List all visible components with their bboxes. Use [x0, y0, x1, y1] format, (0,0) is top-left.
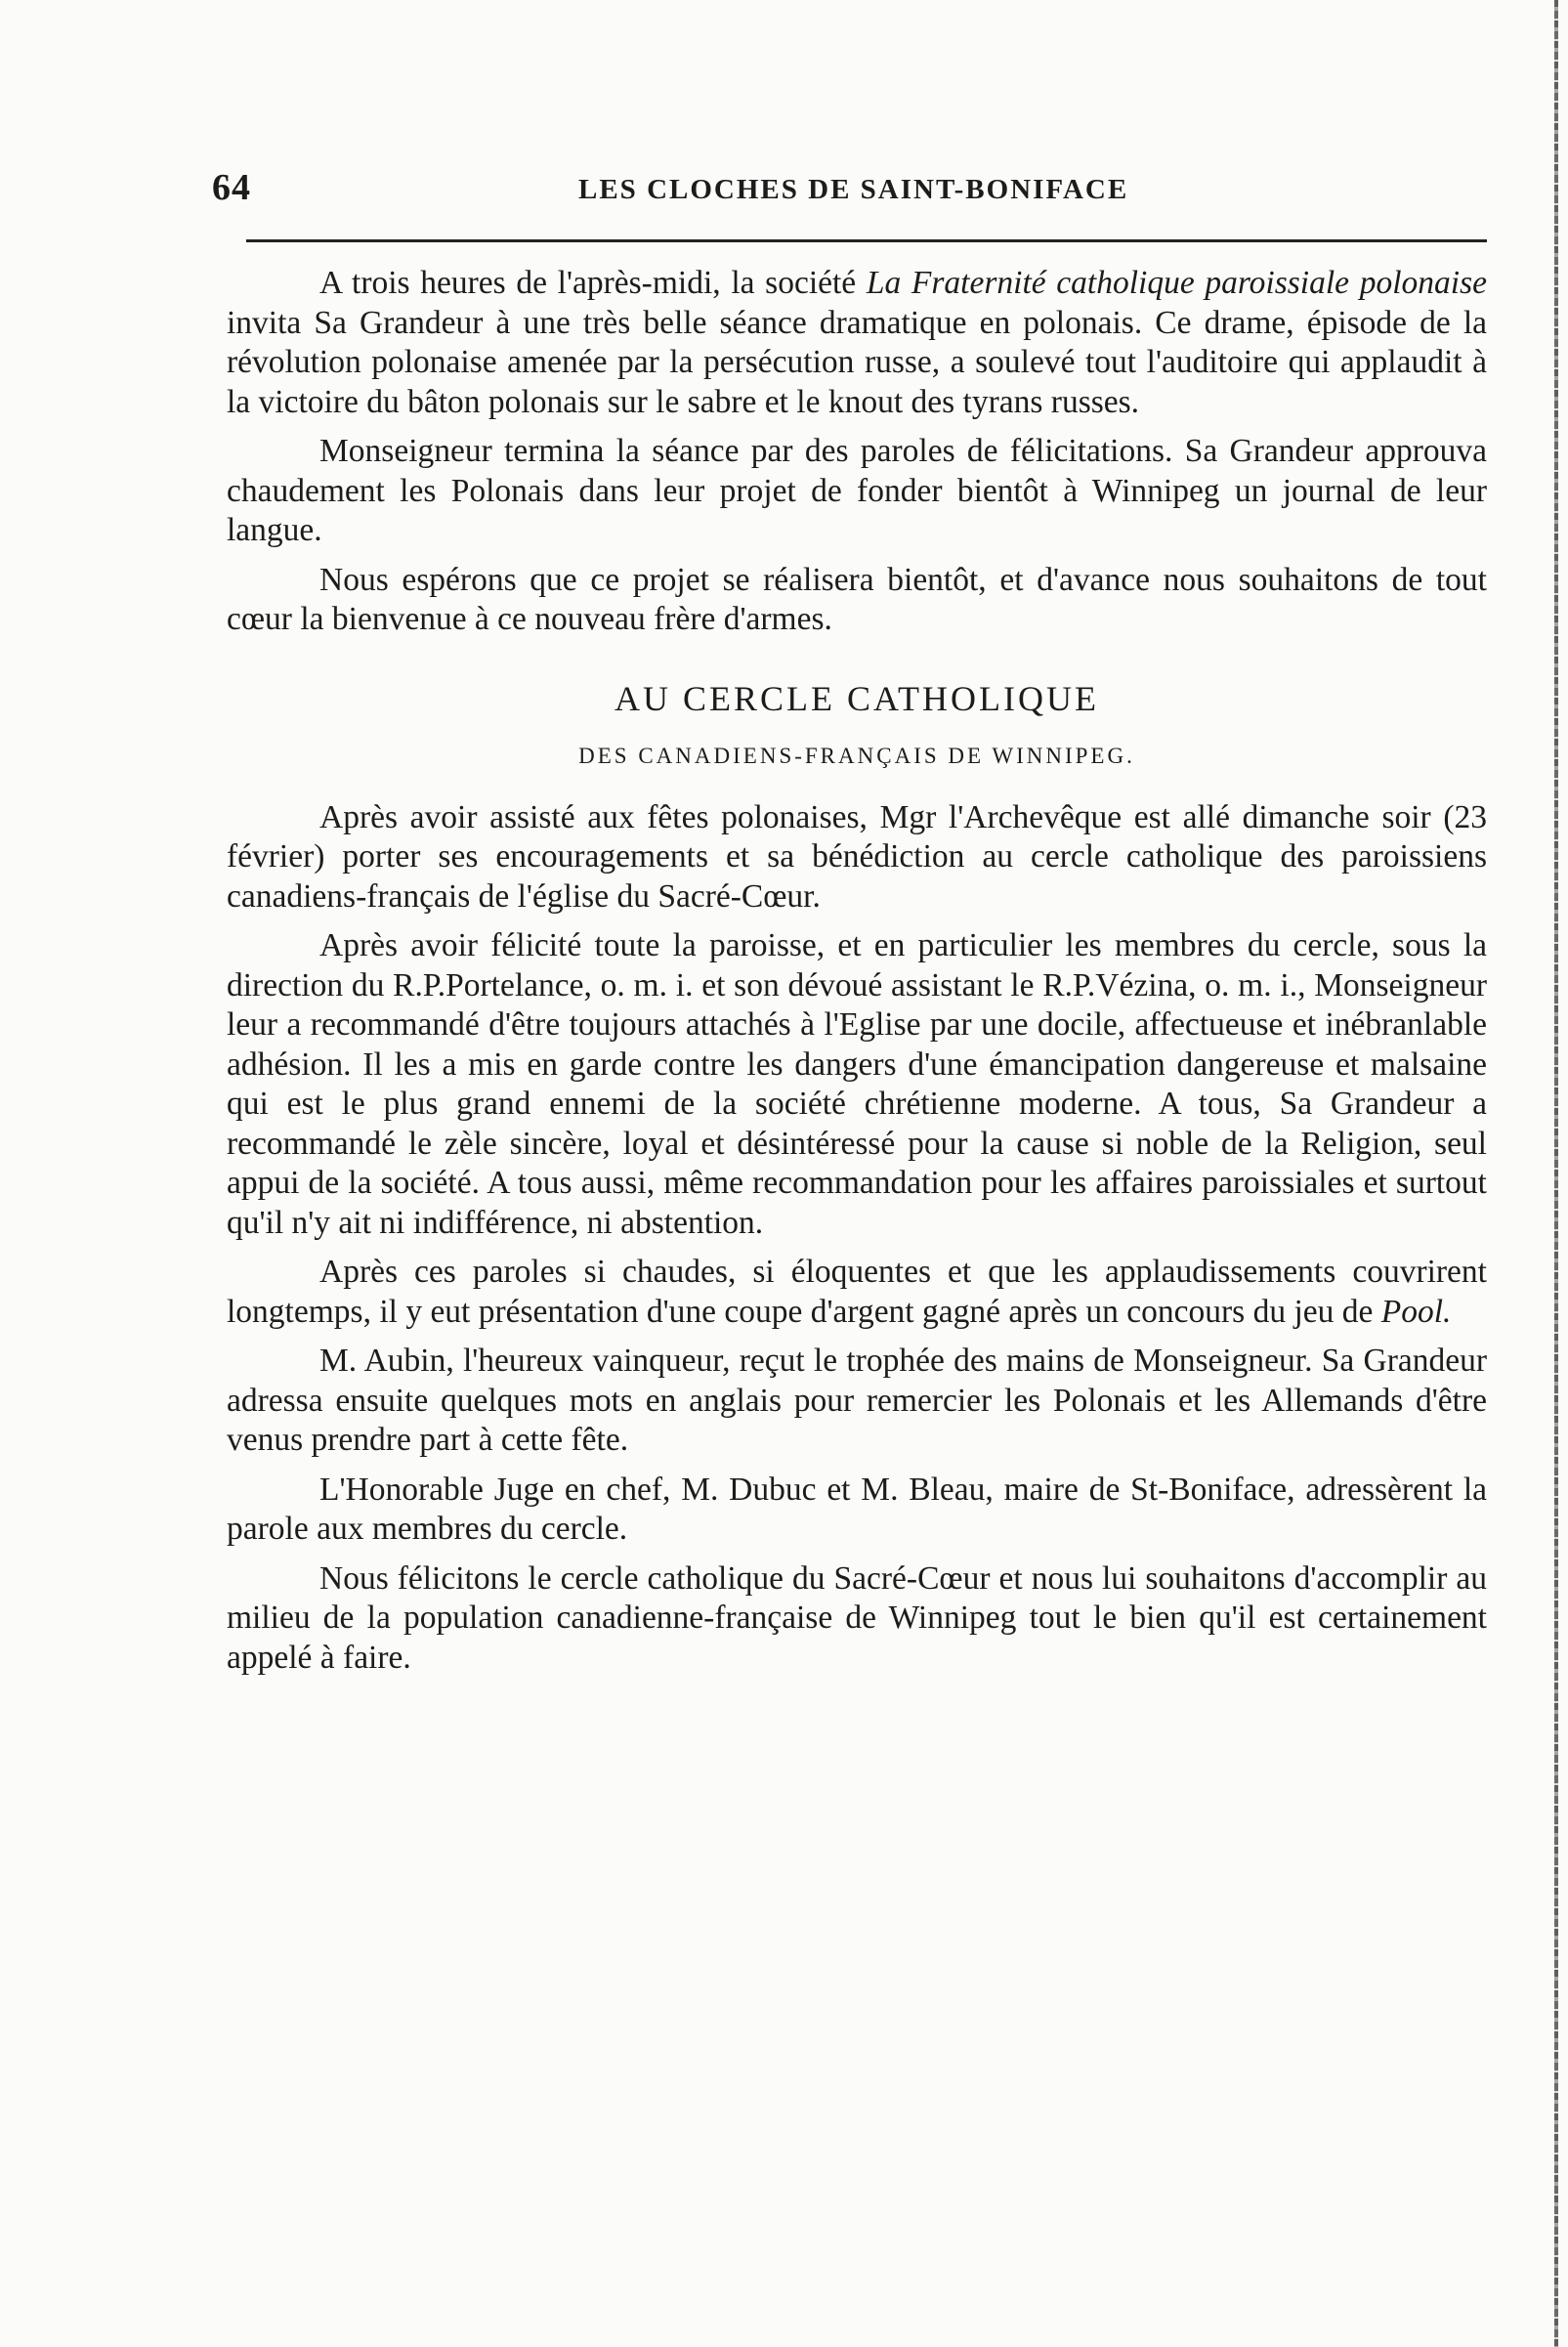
page-header — [212, 166, 1487, 213]
paragraph-felicitations: Monseigneur termina la séance par des paroles de félicitations. Sa Grandeur approuva chaudement les Polonais dans leur projet de fonder bientôt à Winnipeg un journal de leur langue. — [227, 433, 1487, 548]
paragraph-cercle-visit: Après avoir assisté aux fêtes polonaises, Mgr l'Archevêque est allé dimanche soir (23 février) porter ses encouragements et sa bénédiction au cercle catholique des paroissiens canadiens-français de l'église du Sacré-Cœur. — [227, 798, 1487, 915]
section-subheading: DES CANADIENS-FRANÇAIS DE WINNIPEG. — [578, 743, 1135, 768]
paragraph-text: A trois heures de l'après-midi, la société — [319, 265, 867, 301]
paragraph-recommendations: Après avoir félicité toute la paroisse, et en particulier les membres du cercle, sous la direction du R.P.Portelance, o. m. i. et son dévoué assistant le R.P.Vézina, o. m. i., Monseigneur leur a recommandé d'être toujours attachés à l'Eglise par une docile, affectueuse et inébranlable adhésion. Il les a mis en garde contre les dangers d'une émancipation dangereuse et malsaine qui est le plus grand ennemi de la société chrétienne moderne. A tous, Sa Grandeur a recommandé le zèle sincère, loyal et désintéressé pour la cause si noble de la Religion, seul appui de la société. A tous aussi, même recommandation pour les affaires paroissiales et surtout qu'il n'y ait ni indifférence, ni abstention. — [227, 927, 1487, 1241]
paragraph-polish-drama — [227, 264, 1487, 422]
header-rule — [246, 239, 1487, 242]
section-heading: AU CERCLE CATHOLIQUE — [614, 678, 1099, 718]
society-name: La Fraternité catholique paroissiale polonaise — [866, 265, 1487, 301]
running-title: LES CLOCHES DE SAINT-BONIFACE — [578, 174, 1129, 205]
paragraph-text: Après ces paroles si chaudes, si éloquentes et que les applaudissements couvrirent longtemps, il y eut présentation d'une coupe d'argent gagné après un concours du jeu de — [227, 1254, 1487, 1330]
paragraph-coupe — [227, 1253, 1487, 1332]
page-body — [227, 264, 1487, 1678]
paragraph-dubuc: L'Honorable Juge en chef, M. Dubuc et M. Bleau, maire de St-Boniface, adressèrent la parole aux membres du cercle. — [227, 1471, 1487, 1547]
paragraph-aubin: M. Aubin, l'heureux vainqueur, reçut le trophée des mains de Monseigneur. Sa Grandeur adressa ensuite quelques mots en anglais pour remercier les Polonais et les Allemands d'être venus prendre part à cette fête. — [227, 1343, 1487, 1458]
paragraph-journal: Nous espérons que ce projet se réalisera bientôt, et d'avance nous souhaitons de tout cœur la bienvenue à ce nouveau frère d'armes. — [227, 561, 1487, 637]
page-scan-edge — [1554, 0, 1558, 2347]
paragraph-text: invita Sa Grandeur à une très belle séance dramatique en polonais. Ce drame, épisode de la révolution polonaise amenée par la persécution russe, a soulevé tout l'auditoire qui applaudit à la victoire du bâton polonais sur le sabre et le knout des tyrans russes. — [227, 304, 1487, 420]
paragraph-closing: Nous félicitons le cercle catholique du Sacré-Cœur et nous lui souhaitons d'accomplir au milieu de la population canadienne-française de Winnipeg tout le bien qu'il est certainement appelé à faire. — [227, 1559, 1487, 1676]
page-number: 64 — [212, 167, 251, 208]
game-name: Pool. — [1380, 1293, 1452, 1330]
